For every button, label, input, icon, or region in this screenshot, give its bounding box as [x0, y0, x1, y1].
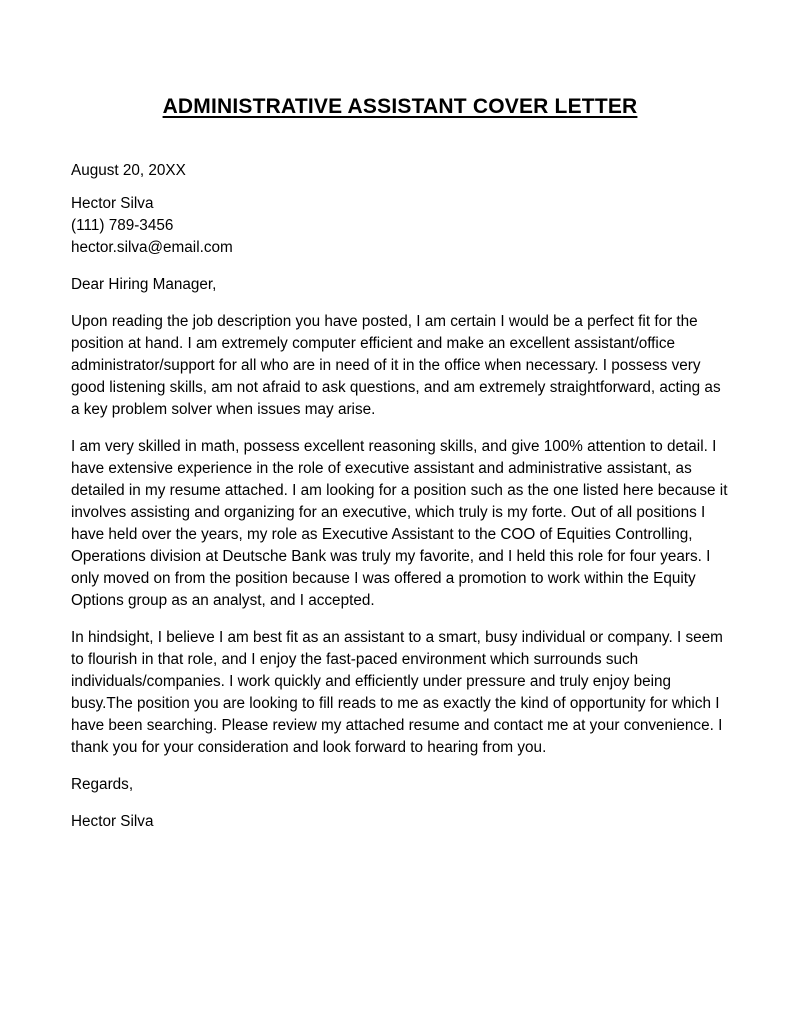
closing: Regards, [71, 776, 134, 793]
body-paragraph-3: In hindsight, I believe I am best fit as an assistant to a smart, busy individual or company. I seem to flourish in that role, and I enjoy the fast-paced environment which surrounds such individuals/companies. I work quickly and efficiently under pressure and truly enjoy being busy.The position you are looking to fill reads to me as exactly the kind of opportunity for which I have been searching. Please review my attached resume and contact me at your convenience. I thank you for your consideration and look forward to hearing from you. [71, 629, 723, 756]
sender-contact-block [71, 193, 731, 259]
letter-title: ADMINISTRATIVE ASSISTANT COVER LETTER [162, 95, 638, 118]
body-paragraph-2: I am very skilled in math, possess excellent reasoning skills, and give 100% attention to detail. I have extensive experience in the role of executive assistant and administrative assistant, as detailed in my resume attached. I am looking for a position such as the one listed here because it involves assisting and organizing for an executive, which truly is my forte. Out of all positions I have held over the years, my role as Executive Assistant to the COO of Equities Controlling, Operations division at Deutsche Bank was truly my favorite, and I held this role for four years. I only moved on from the position because I was offered a promotion to work within the Equity Options group as an analyst, and I accepted. [71, 438, 728, 609]
body-paragraph-1: Upon reading the job description you have posted, I am certain I would be a perfect fit for the position at hand. I am extremely computer efficient and make an excellent assistant/office administrator/support for all who are in need of it in the office when necessary. I possess very good listening skills, am not afraid to ask questions, and am extremely straightforward, acting as a key problem solver when issues may arise. [71, 313, 721, 418]
sender-phone: (111) 789-3456 [71, 217, 174, 234]
sender-email: hector.silva@email.com [71, 239, 233, 256]
letter-body [71, 160, 731, 833]
letter-date: August 20, 20XX [71, 162, 186, 179]
sender-name: Hector Silva [71, 195, 154, 212]
salutation: Dear Hiring Manager, [71, 276, 217, 293]
signature-name: Hector Silva [71, 813, 154, 830]
